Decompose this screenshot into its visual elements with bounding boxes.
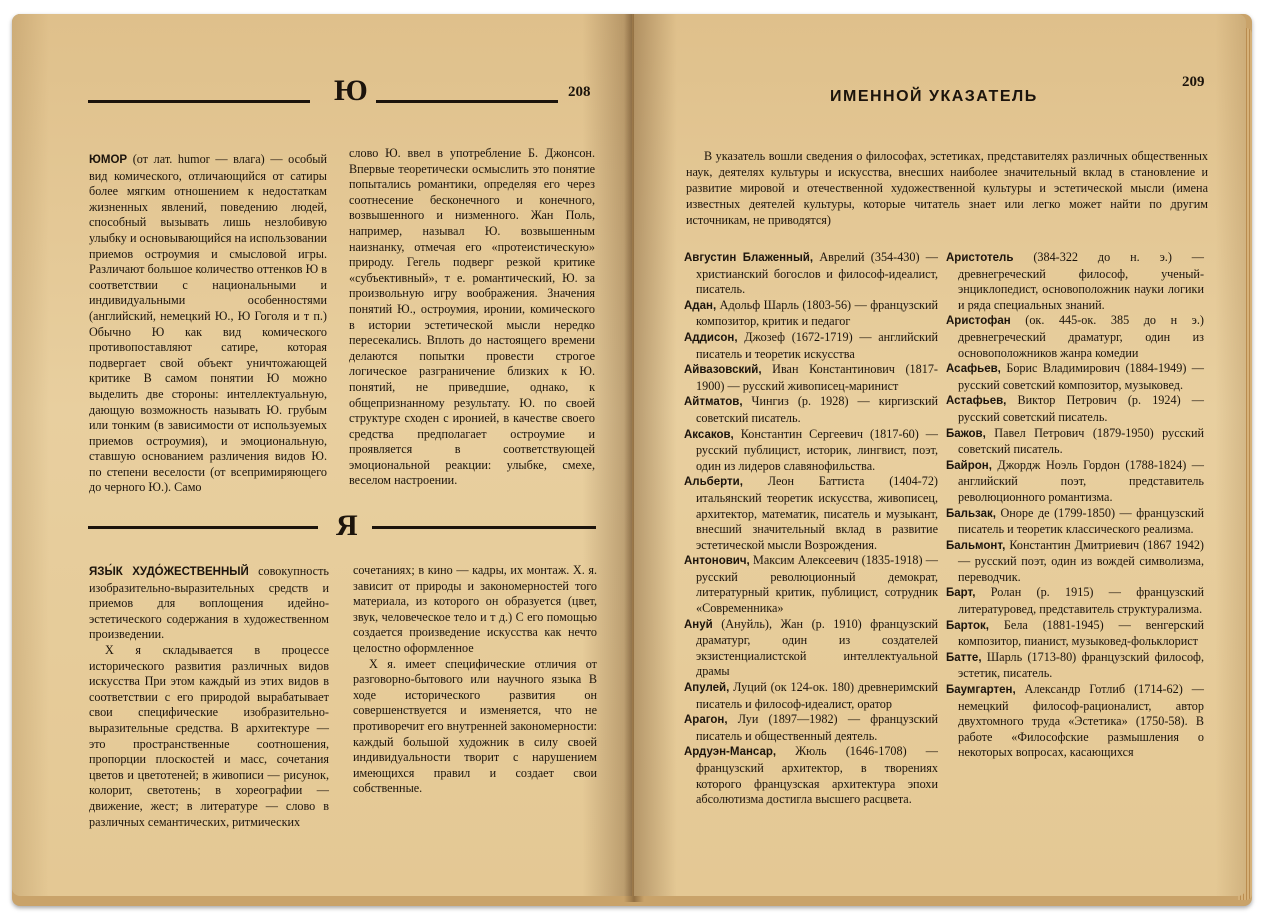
index-entry — [946, 458, 1204, 506]
index-entry-name: Апулей, — [684, 682, 730, 695]
index-entry-name: Байрон, — [946, 459, 992, 472]
index-entry — [684, 330, 938, 362]
index-entry — [946, 538, 1204, 586]
yumor-text-1: (от лат. humor — влага) — особый вид комического, отличающийся от сатиры более мягким отношением к недостаткам жизненных явлений, поведению людей, способный вызывать лишь незлобивую улыбку и основывающийся на использовании приемов остроумия и смысловой игры. Различают большое количество оттенков Ю в соответствии с национальными и индивидуальными особенностями (английский, немецкий Ю., Ю Гоголя и т п.) Обычно Ю как вид комического противопоставляют сатире, которая подвергает свой объект уничтожающей критике В самом понятии Ю можно выделить две стороны: интеллектуальную, дающую возможность называть Ю. грубым или тонким (в зависимости от используемых приемов остроумия), и эмоциональную, ставшую основанием различения видов Ю. по степени веселости (от всепримиряющего до черного Ю.). Само — [89, 152, 327, 495]
index-entry — [684, 553, 938, 616]
open-book — [12, 14, 1252, 906]
index-entry-name: Бальзак, — [946, 507, 996, 520]
index-entry — [684, 427, 938, 475]
index-entry — [946, 361, 1204, 393]
index-entry-text: Александр Готлиб (1714-62) — немецкий философ-рационалист, автор двухтомного труда «Эстетика» (1750-58). В работе «Философские размышления о некоторых вопросах, касающихся — [958, 682, 1204, 760]
index-entry-text: Иван Константинович (1817-1900) — русский живописец-маринист — [696, 362, 938, 393]
header-rule-left — [88, 100, 310, 103]
yazyk-text-3: сочетаниях; в кино — кадры, их монтаж. Х. я. зависит от природы и закономерностей того материала, из которого он образуется (цвет, звук, человеческое тело и т д.) С его помощью создается произведение искусства как нечто целостно оформленное — [353, 563, 597, 655]
index-entry-text: Бела (1881-1945) — венгерский композитор, пианист, музыковед-фольклорист — [958, 617, 1204, 649]
index-entry-text: Виктор Петрович (р. 1924) — русский советский писатель. — [958, 393, 1204, 424]
index-entry-name: Аристофан — [946, 315, 1011, 328]
yazyk-column-2 — [353, 563, 597, 797]
index-entry-name: Айтматов, — [684, 396, 743, 409]
index-entry-text: Луций (ок 124-ок. 180) древнеримский писатель и философ-идеалист, оратор — [696, 680, 938, 711]
term-yazyk: ЯЗЫ́К ХУДО́ЖЕСТВЕННЫЙ — [89, 566, 249, 578]
index-entry-text: Оноре де (1799-1850) — французский писатель и теоретик классического реализма. — [958, 505, 1204, 537]
index-entry — [946, 506, 1204, 538]
index-entry-name: Адан, — [684, 299, 717, 312]
index-entry-text: Константин Сергеевич (1817-60) — русский публицист, историк, лингвист, поэт, один из лидеров славянофильства. — [696, 426, 938, 473]
header-rule-ya-right — [372, 526, 596, 529]
index-entry-text: Шарль (1713-80) французский философ, эстетик, писатель. — [958, 649, 1204, 681]
yumor-column-2 — [349, 146, 595, 489]
index-intro: В указатель вошли сведения о философах, эстетиках, представителях различных общественных наук, деятелях культуры и искусства, внесших наиболее значительный вклад в становление и развитие мировой и отечественной художественной культуры и эстетической мысли (имена известных деятелей культуры, которые читатель знает или легко может найти по другим источникам, не приводятся) — [686, 149, 1208, 227]
index-entry-text: Борис Владимирович (1884-1949) — русский советский композитор, музыковед. — [958, 361, 1204, 392]
index-entry-name: Аддисон, — [684, 331, 738, 344]
index-entry-name: Батте, — [946, 651, 982, 664]
index-entry-text: Аврелий (354-430) — христианский богослов и философ-идеалист, писатель. — [696, 250, 938, 297]
index-entry — [684, 617, 938, 680]
index-entry — [946, 618, 1204, 650]
index-entry — [684, 250, 938, 298]
index-entry-text: Джордж Ноэль Гордон (1788-1824) — английский поэт, представитель революционного романтизма. — [958, 457, 1204, 504]
left-page — [12, 14, 632, 896]
index-entry — [946, 313, 1204, 361]
index-entry-name: Арагон, — [684, 714, 728, 727]
index-entry-name: Августин Блаженный, — [684, 252, 814, 264]
index-entry-name: Ануй — [684, 618, 713, 631]
index-entry — [946, 426, 1204, 458]
index-entry — [684, 744, 938, 807]
index-entry-text: (384-322 до н. э.) — древнегреческий философ, ученый-энциклопедист, основоположник науки логики и ряда специальных знаний. — [958, 250, 1204, 312]
page-number-left: 208 — [568, 84, 591, 100]
index-entry-name: Айвазовский, — [684, 364, 762, 377]
index-entry-text: Максим Алексеевич (1835-1918) — русский революционный демократ, литературный критик, публицист, сотрудник «Современника» — [696, 553, 938, 616]
index-column-1 — [684, 250, 938, 808]
yazyk-text-4: Х я. имеет специфические отличия от разговорно-бытового или научного языка В ходе исторического развития он совершенствуется и изменяется, что не противоречит его внутренней закономерности: каждый большой художник в силу своей индивидуальности творит с нарушением имеющихся правил и создает свои собственные. — [353, 656, 597, 796]
index-entry-text: Чингиз (р. 1928) — киргизский советский писатель. — [696, 394, 938, 425]
index-entry-text: Павел Петрович (1879-1950) русский советский писатель. — [958, 425, 1204, 457]
yumor-column-1 — [89, 152, 327, 496]
index-entry — [946, 585, 1204, 617]
header-rule-right — [376, 100, 558, 103]
index-entry-name: Аксаков, — [684, 428, 734, 441]
index-entry-name: Бажов, — [946, 427, 986, 440]
index-entry — [684, 712, 938, 744]
index-entry-text: Леон Баттиста (1404-72) итальянский теоретик искусства, живописец, архитектор, математик, писатель и музыкант, внесший значительный вклад в развитие эстетической мысли Возрождения. — [696, 474, 938, 552]
index-entry-name: Барток, — [946, 619, 989, 632]
index-entry — [946, 393, 1204, 425]
index-entry-text: Ролан (р. 1915) — французский литературовед, представитель структурализма. — [958, 585, 1204, 617]
index-entry-text: (ок. 445-ок. 385 до н э.) древнегреческий драматург, один из основоположников жанра комедии — [958, 313, 1204, 360]
index-entry — [684, 298, 938, 330]
index-entry — [684, 680, 938, 712]
yazyk-text-1: совокупность изобразительно-выразительных средств и приемов для воплощения идейно-эстетического содержания в художественном произведении. — [89, 564, 329, 642]
index-entry — [946, 682, 1204, 761]
yazyk-text-2: Х я складывается в процессе исторического развития различных видов искусства При этом каждый из этих видов в соответствии с его природой вырабатывает свои специфические изобразительно-выразительные средства. В архитектуре — это пространственные соотношения, пропорции плоскостей и масс, сочетания цветов и цветотеней; в живописи — рисунок, колорит, светотень; в хореографии — движение, жест; в литературе — слово в различных семантических, ритмических — [89, 642, 329, 829]
index-entry-text: Константин Дмитриевич (1867 1942) — русский поэт, один из вождей символизма, переводчик. — [958, 537, 1204, 584]
index-entry-name: Асафьев, — [946, 363, 1001, 376]
index-entry-text: Жюль (1646-1708) — французский архитектор, в творениях которого французская архитектура эпохи абсолютизма достигла высшего расцвета. — [696, 744, 938, 807]
index-entry-name: Баумгартен, — [946, 684, 1016, 697]
term-yumor: ЮМОР — [89, 154, 128, 166]
yazyk-column-1 — [89, 564, 329, 830]
index-entry — [946, 250, 1204, 313]
index-entry — [684, 394, 938, 426]
index-entry-name: Альберти, — [684, 476, 743, 489]
index-entry — [946, 650, 1204, 682]
index-entry-text: (Ануйль), Жан (р. 1910) французский драматург, один из создателей экзистенциалистской интеллектуальной драмы — [696, 616, 938, 679]
index-entry-text: Адольф Шарль (1803-56) — французский композитор, критик и педагог — [696, 297, 938, 329]
index-entry-name: Барт, — [946, 587, 976, 600]
yumor-text-2: слово Ю. ввел в употребление Б. Джонсон. Впервые теоретически осмыслить это понятие попытались романтики, определяя его через соотнесение бесконечного и конечного, возвышенного и низменного. Жан Поль, например, называл Ю. возвышенным наизнанку, отмечая его «протеистическую» природу. Гегель подверг резкой критике «субъективный», т е. романтический, Ю. за произвольную игру воображения. Значения понятий Ю., остроумия, иронии, комического в истории эстетической мысли нередко пересекались. Вплоть до настоящего времени делаются попытки провести строгое логическое разграничение близких к Ю. понятий, не приведшие, однако, к общепризнанному результату. Ю. по своей структуре сходен с иронией, в качестве своего средства предполагает остроумие и проявляется в соответствующей эмоциональной реакции: улыбке, смехе, веселом настроении. — [349, 146, 595, 488]
index-entry-name: Бальмонт, — [946, 539, 1006, 552]
index-entry — [684, 474, 938, 553]
index-entry-name: Антонович, — [684, 555, 750, 568]
section-letter-ya: Я — [336, 509, 358, 542]
page-number-right: 209 — [1182, 74, 1205, 90]
index-entry-name: Аристотель — [946, 252, 1014, 264]
section-letter-yu: Ю — [334, 74, 368, 107]
index-entry-name: Ардуэн-Мансар, — [684, 746, 777, 759]
index-column-2 — [946, 250, 1204, 761]
index-entry — [684, 362, 938, 394]
header-rule-ya-left — [88, 526, 318, 529]
index-entry-text: Джозеф (1672-1719) — английский писатель и теоретик искусства — [696, 329, 938, 361]
index-entry-name: Астафьев, — [946, 395, 1007, 408]
right-page — [634, 14, 1246, 896]
index-title: ИМЕННОЙ УКАЗАТЕЛЬ — [830, 88, 1038, 105]
index-entry-text: Луи (1897—1982) — французский писатель и общественный деятель. — [696, 712, 938, 743]
